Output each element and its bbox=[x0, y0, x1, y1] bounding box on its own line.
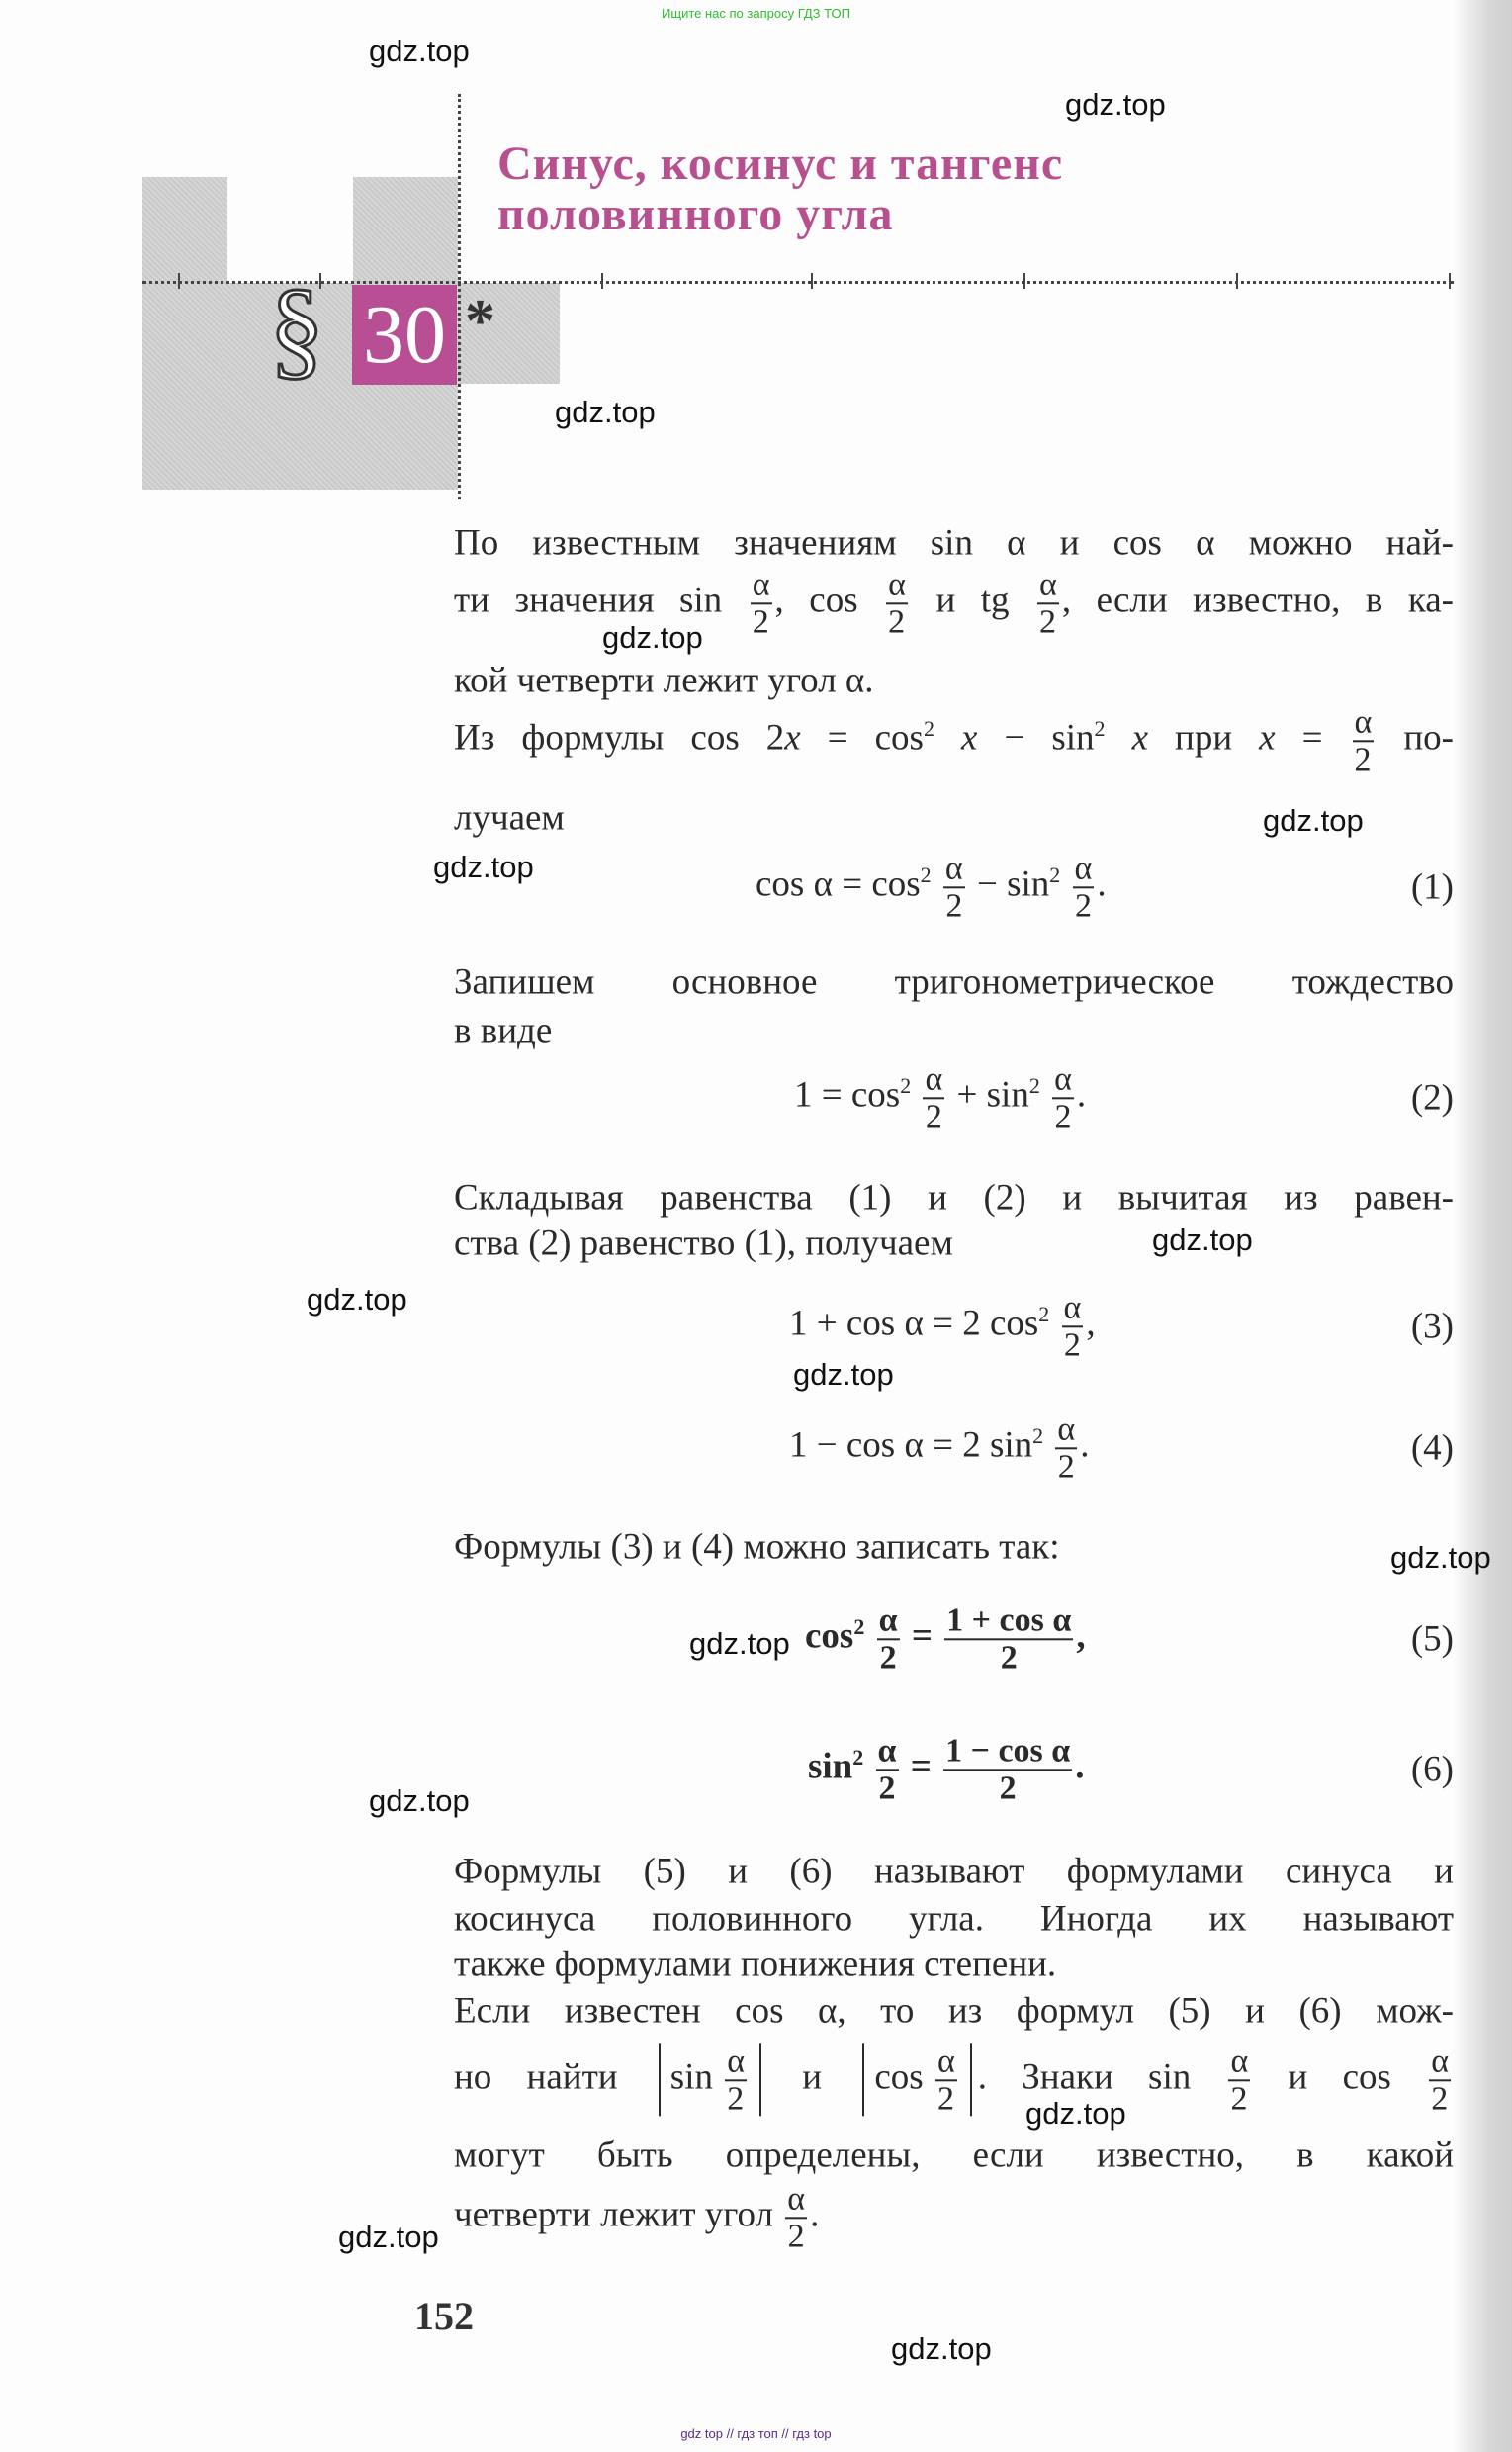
denominator: 2 bbox=[1074, 887, 1092, 924]
text-run bbox=[863, 1746, 872, 1786]
denominator: 2 bbox=[1039, 603, 1057, 640]
text-run: . bbox=[1076, 1074, 1087, 1116]
numerator: α bbox=[787, 2180, 806, 2218]
text-run: = cos bbox=[800, 717, 924, 759]
formula bbox=[794, 1061, 1086, 1134]
formula-number: (1) bbox=[1410, 866, 1454, 908]
text-run: , bbox=[1086, 1303, 1096, 1344]
variable: x bbox=[1259, 717, 1276, 759]
exponent: 2 bbox=[920, 863, 932, 888]
denominator: 2 bbox=[999, 1770, 1017, 1806]
text-line bbox=[454, 1851, 1454, 1893]
fraction bbox=[935, 2043, 957, 2116]
denominator: 2 bbox=[888, 603, 906, 640]
text-run: и cos bbox=[1253, 2056, 1427, 2098]
fraction bbox=[1062, 1290, 1084, 1362]
header-decor-block bbox=[353, 177, 458, 283]
fraction bbox=[944, 1602, 1073, 1675]
section-sign: § bbox=[269, 267, 324, 390]
text-run: По известным значениям sin α и cos α можно най- bbox=[454, 522, 1454, 564]
numerator: α bbox=[1057, 1410, 1076, 1448]
page-edge-shadow bbox=[1453, 0, 1512, 2452]
text-run bbox=[934, 717, 961, 758]
watermark: gdz.top bbox=[793, 1357, 894, 1392]
section-number-badge: 30 bbox=[352, 285, 457, 385]
text-run: + sin bbox=[947, 1074, 1029, 1116]
text-line bbox=[454, 2181, 1454, 2253]
denominator: 2 bbox=[1000, 1639, 1018, 1676]
fraction bbox=[1073, 851, 1095, 923]
text-run bbox=[1043, 1424, 1052, 1465]
text-run: 1 + cos α = 2 cos bbox=[789, 1303, 1039, 1344]
text-run: = bbox=[902, 1615, 942, 1657]
fraction bbox=[1037, 567, 1059, 639]
text-run: могут быть определены, если известно, в какой bbox=[454, 2134, 1454, 2176]
text-run: косинуса половинного угла. Иногда их называют bbox=[454, 1898, 1454, 1940]
denominator: 2 bbox=[925, 1098, 942, 1135]
numerator: α bbox=[1063, 1289, 1082, 1326]
text-run: и tg bbox=[910, 580, 1035, 621]
variable: x bbox=[960, 717, 978, 759]
denominator: 2 bbox=[879, 1639, 897, 1676]
text-run: . bbox=[1097, 863, 1107, 905]
text-line bbox=[454, 1223, 1454, 1265]
text-line bbox=[454, 1177, 1454, 1220]
exponent: 2 bbox=[1094, 716, 1106, 742]
denominator: 2 bbox=[1431, 2080, 1449, 2117]
watermark: gdz.top bbox=[891, 2331, 992, 2366]
watermark: gdz.top bbox=[1263, 803, 1364, 838]
exponent: 2 bbox=[923, 716, 934, 742]
rule-tick bbox=[601, 273, 603, 289]
denominator: 2 bbox=[945, 887, 963, 924]
text-run: при bbox=[1148, 717, 1260, 759]
numerator: α bbox=[1230, 2043, 1249, 2080]
fraction bbox=[1228, 2043, 1250, 2116]
watermark: gdz.top bbox=[369, 1783, 470, 1818]
numerator: α bbox=[888, 566, 906, 603]
fraction bbox=[725, 2043, 747, 2116]
text-run bbox=[1049, 1303, 1058, 1343]
numerator: 1 + cos α bbox=[946, 1601, 1072, 1639]
watermark: gdz.top bbox=[433, 850, 534, 884]
text-run bbox=[911, 1074, 920, 1115]
text-line bbox=[454, 660, 1454, 702]
text-run bbox=[864, 1615, 873, 1656]
fraction bbox=[876, 1733, 899, 1805]
text-run bbox=[1106, 717, 1132, 758]
fraction bbox=[943, 851, 965, 923]
text-run: лучаем bbox=[454, 797, 565, 839]
text-run: Если известен cos α, то из формул (5) и (6) мож- bbox=[454, 1990, 1454, 2032]
bottom-watermark-banner: gdz top // гдз топ // гдз top bbox=[680, 2426, 832, 2441]
fraction bbox=[923, 1061, 944, 1134]
denominator: 2 bbox=[878, 1770, 896, 1806]
text-run: − sin bbox=[977, 717, 1095, 759]
text-run: , если известно, в ка- bbox=[1061, 580, 1454, 621]
text-line bbox=[454, 704, 1454, 776]
text-run: . bbox=[1080, 1424, 1090, 1466]
denominator: 2 bbox=[1063, 1326, 1081, 1363]
formula-number: (5) bbox=[1410, 1618, 1454, 1660]
text-run: . Знаки sin bbox=[977, 2056, 1226, 2098]
denominator: 2 bbox=[936, 2080, 954, 2117]
text-run: ства (2) равенство (1), получаем bbox=[454, 1223, 953, 1264]
text-run bbox=[1040, 1074, 1049, 1115]
exponent: 2 bbox=[1032, 1423, 1044, 1449]
numerator: α bbox=[1039, 566, 1057, 603]
text-run: Формулы (5) и (6) называют формулами синуса и bbox=[454, 1851, 1454, 1892]
exponent: 2 bbox=[852, 1745, 864, 1771]
section-title-line-1: Синус, косинус и тангенс bbox=[497, 137, 1064, 190]
dotted-vertical-rule bbox=[458, 94, 461, 499]
text-run: − sin bbox=[967, 863, 1050, 905]
fraction bbox=[1055, 1411, 1077, 1484]
watermark: gdz.top bbox=[338, 2220, 439, 2254]
text-run: но найти bbox=[454, 2056, 653, 2098]
text-run: cos bbox=[874, 2056, 933, 2098]
watermark: gdz.top bbox=[307, 1282, 407, 1317]
text-line bbox=[454, 961, 1454, 1004]
fraction bbox=[943, 1733, 1072, 1805]
text-run: Формулы (3) и (4) можно записать так: bbox=[454, 1526, 1060, 1568]
watermark: gdz.top bbox=[1152, 1223, 1253, 1257]
text-run: . bbox=[1075, 1746, 1085, 1787]
section-title-line-2: половинного угла bbox=[497, 188, 894, 240]
exponent: 2 bbox=[1038, 1302, 1050, 1327]
text-run: Из формулы cos 2 bbox=[454, 717, 785, 759]
watermark: gdz.top bbox=[689, 1626, 790, 1661]
exponent: 2 bbox=[853, 1614, 865, 1640]
watermark: gdz.top bbox=[1025, 2096, 1126, 2131]
text-run: cos bbox=[805, 1615, 854, 1657]
text-line bbox=[454, 522, 1454, 565]
text-run: также формулами понижения степени. bbox=[454, 1944, 1057, 1985]
text-line bbox=[454, 1898, 1454, 1941]
text-line bbox=[454, 1010, 1454, 1052]
rule-tick bbox=[1449, 273, 1451, 289]
numerator: α bbox=[944, 850, 963, 887]
text-run: cos α = cos bbox=[756, 863, 921, 905]
text-run: . bbox=[810, 2194, 820, 2235]
fraction bbox=[886, 567, 908, 639]
numerator: α bbox=[936, 2043, 955, 2080]
text-run: ти значения sin bbox=[454, 580, 748, 621]
search-hint-banner: Ищите нас по запросу ГДЗ ТОП bbox=[662, 6, 850, 21]
numerator: α bbox=[1074, 850, 1093, 887]
exponent: 2 bbox=[1049, 863, 1061, 888]
watermark: gdz.top bbox=[1390, 1540, 1491, 1575]
denominator: 2 bbox=[1054, 1098, 1072, 1135]
text-run bbox=[1060, 863, 1069, 904]
text-run: кой четверти лежит угол α. bbox=[454, 660, 874, 701]
text-line bbox=[454, 2134, 1454, 2177]
formula-number: (4) bbox=[1410, 1427, 1454, 1469]
numerator: α bbox=[727, 2043, 746, 2080]
watermark: gdz.top bbox=[555, 395, 656, 429]
text-line bbox=[454, 567, 1454, 639]
fraction bbox=[1429, 2043, 1451, 2116]
denominator: 2 bbox=[787, 2218, 805, 2254]
numerator: α bbox=[1354, 703, 1373, 741]
text-run: 1 − cos α = 2 sin bbox=[789, 1424, 1033, 1466]
watermark: gdz.top bbox=[1065, 87, 1166, 122]
text-run: четверти лежит угол bbox=[454, 2194, 783, 2235]
text-run: sin bbox=[669, 2056, 723, 2098]
text-run: по- bbox=[1377, 717, 1454, 759]
exponent: 2 bbox=[1028, 1073, 1040, 1099]
variable: x bbox=[784, 717, 801, 759]
numerator: α bbox=[877, 1732, 897, 1770]
fraction bbox=[785, 2181, 807, 2253]
text-line bbox=[454, 1526, 1454, 1569]
numerator: α bbox=[1431, 2043, 1450, 2080]
formula bbox=[789, 1290, 1096, 1362]
variable: x bbox=[1131, 717, 1148, 759]
text-run: 1 = cos bbox=[794, 1074, 901, 1116]
absolute-value bbox=[659, 2043, 761, 2116]
text-line bbox=[454, 2043, 1454, 2116]
rule-tick bbox=[1023, 273, 1025, 289]
formula-number: (3) bbox=[1410, 1306, 1454, 1347]
fraction bbox=[1052, 1061, 1074, 1134]
formula bbox=[805, 1602, 1086, 1675]
numerator: α bbox=[925, 1060, 943, 1098]
text-run: в виде bbox=[454, 1010, 553, 1051]
exponent: 2 bbox=[900, 1073, 912, 1099]
text-run: и bbox=[767, 2056, 857, 2098]
denominator: 2 bbox=[1057, 1448, 1075, 1485]
text-run: Складывая равенства (1) и (2) и вычитая из равен- bbox=[454, 1177, 1454, 1219]
page-number: 152 bbox=[414, 2294, 474, 2338]
numerator: 1 − cos α bbox=[945, 1732, 1071, 1770]
denominator: 2 bbox=[1230, 2080, 1248, 2117]
rule-tick bbox=[178, 273, 180, 289]
text-run: , cos bbox=[774, 580, 884, 621]
formula-number: (6) bbox=[1410, 1749, 1454, 1790]
rule-tick bbox=[811, 273, 813, 289]
formula bbox=[789, 1411, 1089, 1484]
text-run: = bbox=[901, 1746, 941, 1787]
rule-tick bbox=[1236, 273, 1238, 289]
text-run: Запишем основное тригонометрическое тождество bbox=[454, 961, 1454, 1003]
watermark: gdz.top bbox=[602, 620, 703, 655]
dotted-horizontal-rule bbox=[142, 281, 1454, 284]
text-run: sin bbox=[808, 1746, 853, 1787]
numerator: α bbox=[752, 566, 770, 603]
fraction bbox=[1353, 704, 1375, 776]
watermark: gdz.top bbox=[369, 34, 470, 68]
text-run: , bbox=[1076, 1615, 1086, 1657]
text-line bbox=[454, 1990, 1454, 2033]
numerator: α bbox=[1054, 1060, 1072, 1098]
formula bbox=[808, 1733, 1085, 1805]
denominator: 2 bbox=[1354, 741, 1372, 777]
text-line bbox=[454, 1944, 1454, 1986]
text-run: = bbox=[1275, 717, 1350, 759]
text-line bbox=[454, 797, 1454, 840]
text-run bbox=[932, 863, 940, 904]
fraction bbox=[877, 1602, 900, 1675]
formula bbox=[756, 851, 1107, 923]
absolute-value bbox=[862, 2043, 971, 2116]
header-decor-block bbox=[142, 177, 227, 283]
section-star-mark: * bbox=[465, 288, 495, 355]
numerator: α bbox=[878, 1601, 898, 1639]
denominator: 2 bbox=[752, 603, 769, 640]
formula-number: (2) bbox=[1410, 1077, 1454, 1119]
fraction bbox=[751, 567, 772, 639]
denominator: 2 bbox=[727, 2080, 745, 2117]
